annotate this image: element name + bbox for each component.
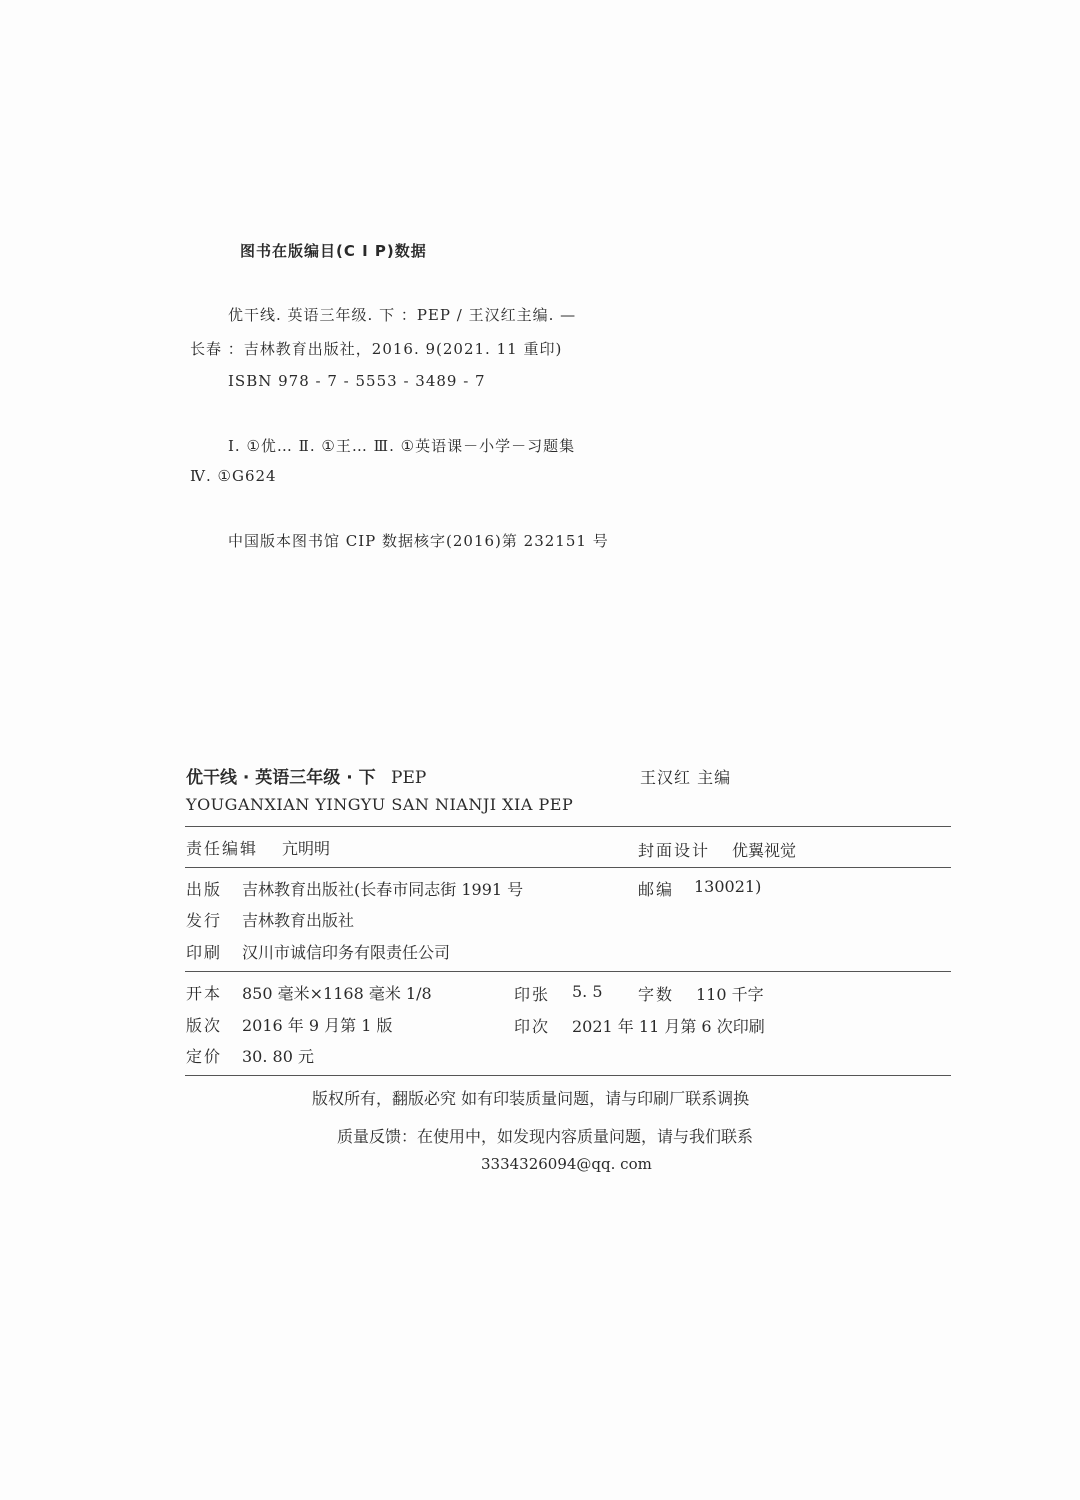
book-pinyin-title: YOUGANXIAN YINGYU SAN NIANJI XIA PEP: [186, 795, 574, 814]
printing: 2021 年 11 月第 6 次印刷: [572, 1017, 765, 1036]
cip-subjects: Ⅰ. ①优… Ⅱ. ①王… Ⅲ. ①英语课－小学－习题集: [228, 437, 576, 455]
price: 30. 80 元: [242, 1047, 314, 1066]
responsible-editor-label: 责任编辑: [186, 839, 259, 858]
cip-line-publisher: 长春 ：吉林教育出版社，2016. 9(2021. 11 重印): [190, 340, 563, 358]
divider-4: [185, 1075, 951, 1076]
book-title-line: [186, 763, 426, 788]
cover-design: 优翼视觉: [732, 841, 797, 860]
printer: 汉川市诚信印务有限责任公司: [242, 943, 451, 962]
responsible-editor: 亢明明: [282, 839, 331, 858]
distributor-label: 发行: [186, 911, 223, 930]
word-count: 110 千字: [696, 985, 764, 1004]
edition-label: 版次: [186, 1016, 223, 1035]
sheets: 5. 5: [572, 982, 603, 1001]
publisher: 吉林教育出版社(长春市同志街 1991 号: [242, 880, 524, 899]
publisher-label: 出版: [186, 880, 223, 899]
postcode: 130021): [694, 877, 762, 896]
cip-isbn: ISBN 978 - 7 - 5553 - 3489 - 7: [228, 372, 486, 390]
format: 850 毫米×1168 毫米 1/8: [242, 984, 432, 1003]
feedback-notice: 质量反馈：在使用中，如发现内容质量问题，请与我们联系: [337, 1127, 754, 1146]
divider-3: [185, 971, 951, 972]
distributor: 吉林教育出版社: [242, 911, 355, 930]
cover-design-label: 封面设计: [638, 841, 711, 860]
feedback-email: 3334326094@qq. com: [481, 1155, 652, 1173]
format-label: 开本: [186, 984, 223, 1003]
printing-label: 印次: [514, 1017, 551, 1036]
copyright-notice: 版权所有，翻版必究 如有印装质量问题，请与印刷厂联系调换: [312, 1089, 750, 1108]
book-title-suffix: PEP: [391, 768, 427, 788]
word-count-label: 字数: [638, 985, 675, 1004]
cip-heading: 图书在版编目(C I P)数据: [240, 242, 427, 260]
price-label: 定价: [186, 1047, 223, 1066]
cip-subjects-classification: Ⅳ. ①G624: [190, 467, 277, 485]
sheets-label: 印张: [514, 985, 551, 1004]
book-title: 优干线 · 英语三年级 · 下: [186, 768, 376, 788]
chief-editor: 王汉红 主编: [640, 768, 732, 787]
divider-1: [185, 826, 951, 827]
divider-2: [185, 867, 951, 868]
cip-record-number: 中国版本图书馆 CIP 数据核字(2016)第 232151 号: [228, 532, 609, 550]
cip-line-title: 优干线. 英语三年级. 下 ：PEP / 王汉红主编. —: [228, 306, 577, 324]
postcode-label: 邮编: [638, 880, 675, 899]
edition: 2016 年 9 月第 1 版: [242, 1016, 393, 1035]
printer-label: 印刷: [186, 943, 223, 962]
